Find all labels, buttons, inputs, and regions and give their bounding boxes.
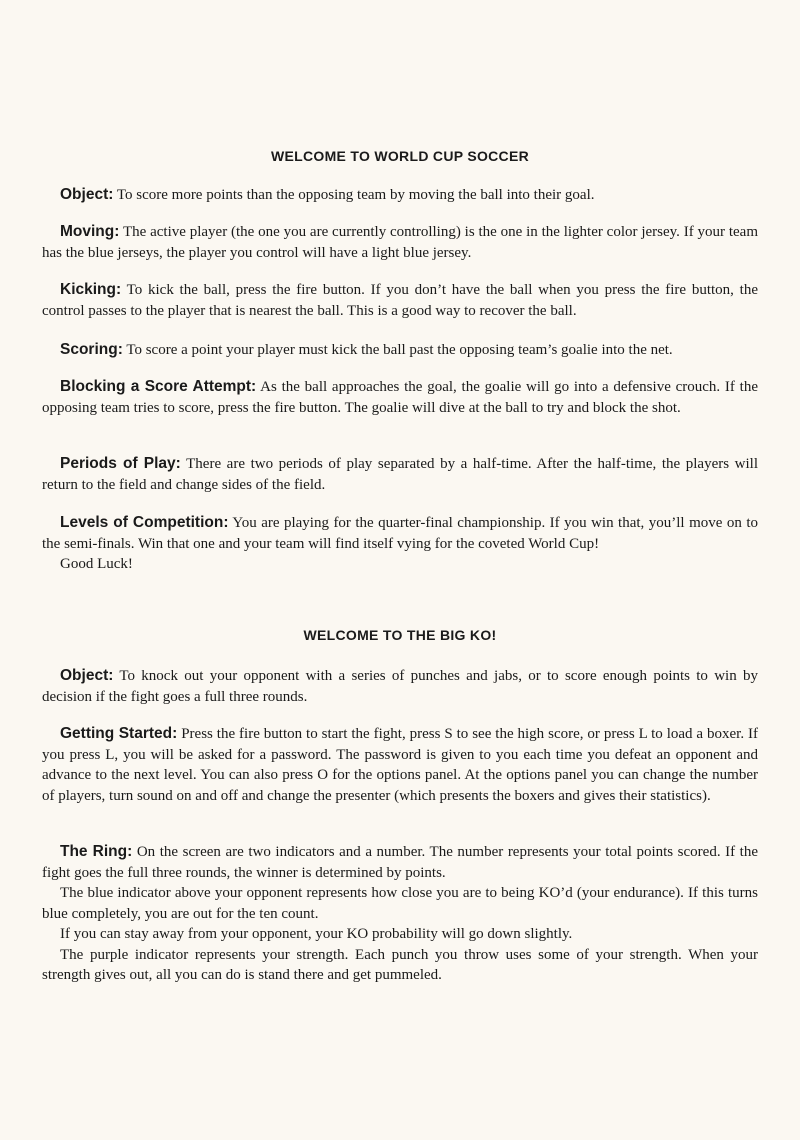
scoring-text: To score a point your player must kick the ball past the opposing team’s goalie into the net. xyxy=(122,342,673,358)
soccer-object xyxy=(42,185,758,206)
scoring-label: Scoring: xyxy=(60,341,123,358)
ring-strength-text: The purple indicator represents your strength. Each punch you throw uses some of your strength. When your strength gives out, all you can do is stand there and get pummeled. xyxy=(42,946,758,983)
soccer-kicking xyxy=(42,280,758,321)
boxing-object xyxy=(42,666,758,707)
levels-label: Levels of Competition: xyxy=(60,514,229,531)
soccer-levels xyxy=(42,513,758,575)
moving-text: The active player (the one you are currently controlling) is the one in the lighter color jersey. If your team has the blue jerseys, the player you control will have a light blue jersey. xyxy=(42,224,758,261)
kicking-label: Kicking: xyxy=(60,281,122,298)
ring-text: On the screen are two indicators and a number. The number represents your total points scored. If the fight goes the full three rounds, the winner is determined by points. xyxy=(42,844,759,881)
soccer-scoring xyxy=(42,340,758,361)
boxing-ring xyxy=(42,842,758,986)
soccer-periods xyxy=(42,454,758,495)
soccer-moving xyxy=(42,222,758,263)
kicking-text: To kick the ball, press the fire button. If you don’t have the ball when you press the fire button, the control passes to the player that is nearest the ball. This is a good way to recover the ball. xyxy=(42,282,758,319)
getting-started-label: Getting Started: xyxy=(60,725,178,742)
periods-text: There are two periods of play separated by a half-time. After the half-time, the players will return to the field and change sides of the field. xyxy=(42,456,758,493)
levels-closing: Good Luck! xyxy=(60,556,133,572)
soccer-heading: WELCOME TO WORLD CUP SOCCER xyxy=(270,148,530,164)
boxing-object-text: To knock out your opponent with a series of punches and jabs, or to score enough points to win by decision if the fight goes a full three rounds. xyxy=(42,668,758,705)
object-text: To score more points than the opposing team by moving the ball into their goal. xyxy=(113,187,595,203)
moving-label: Moving: xyxy=(60,223,120,240)
boxing-object-label: Object: xyxy=(60,667,114,684)
boxing-heading: WELCOME TO THE BIG KO! xyxy=(303,627,497,643)
blocking-text: As the ball approaches the goal, the goalie will go into a defensive crouch. If the opposing team tries to score, press the fire button. The goalie will dive at the ball to try and block the shot. xyxy=(42,379,758,416)
ring-label: The Ring: xyxy=(60,843,133,860)
soccer-blocking xyxy=(42,377,758,418)
boxing-getting-started xyxy=(42,724,758,806)
ring-probability-text: If you can stay away from your opponent, your KO probability will go down slightly. xyxy=(60,926,573,942)
levels-text: You are playing for the quarter-final championship. If you win that, you’ll move on to the semi-finals. Win that one and your team will find itself vying for the coveted World Cup! xyxy=(42,515,758,552)
blocking-label: Blocking a Score Attempt: xyxy=(60,378,257,395)
getting-started-text: Press the fire button to start the fight, press S to see the high score, or press L to load a boxer. If you press L, you will be asked for a password. The password is given to you each time you defeat an opponent and advance to the next level. You can also press O for the options panel. At the options panel you can change the number of players, turn sound on and off and change the presenter (which presents the boxers and gives their statistics). xyxy=(42,726,758,804)
periods-label: Periods of Play: xyxy=(60,455,181,472)
object-label: Object: xyxy=(60,186,114,203)
ring-endurance-text: The blue indicator above your opponent represents how close you are to being KO’d (your endurance). If this turns blue completely, you are out for the ten count. xyxy=(42,885,758,922)
